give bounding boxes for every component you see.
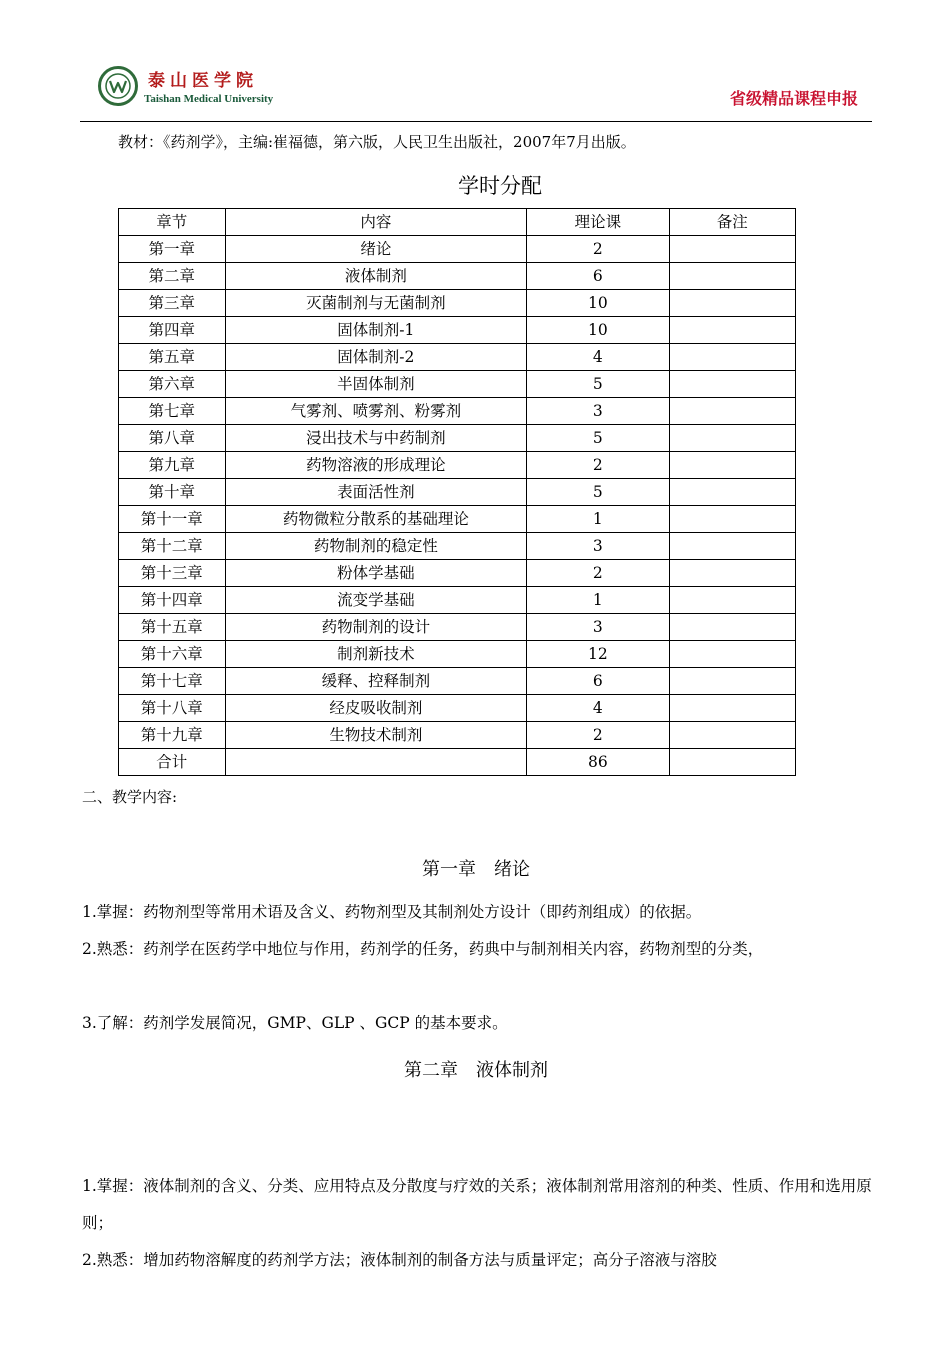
university-logo-icon	[98, 66, 138, 106]
section-heading: 二、教学内容:	[82, 788, 178, 806]
cell-content: 药物微粒分散系的基础理论	[225, 506, 527, 533]
table-row	[119, 398, 796, 425]
school-name-en: Taishan Medical University	[144, 93, 274, 105]
cell-hours: 1	[527, 587, 669, 614]
cell-content: 制剂新技术	[225, 641, 527, 668]
cell-content: 绪论	[225, 236, 527, 263]
table-row	[119, 317, 796, 344]
cell-note	[669, 695, 795, 722]
col-header-content: 内容	[225, 209, 527, 236]
cell-content	[225, 749, 527, 776]
cell-note	[669, 317, 795, 344]
cell-hours: 5	[527, 479, 669, 506]
cell-content: 表面活性剂	[225, 479, 527, 506]
cell-note	[669, 641, 795, 668]
cell-note	[669, 722, 795, 749]
schedule-table	[118, 208, 796, 776]
cell-chapter: 第一章	[119, 236, 226, 263]
cell-note	[669, 290, 795, 317]
table-row	[119, 533, 796, 560]
col-header-note: 备注	[669, 209, 795, 236]
cell-chapter: 第六章	[119, 371, 226, 398]
cell-content: 固体制剂-2	[225, 344, 527, 371]
cell-chapter: 第十五章	[119, 614, 226, 641]
cell-hours: 4	[527, 344, 669, 371]
cell-note	[669, 533, 795, 560]
cell-content: 药物制剂的稳定性	[225, 533, 527, 560]
chapter1-item-3: 3.了解：药剂学发展简况，GMP、GLP 、GCP 的基本要求。	[82, 1014, 508, 1032]
cell-note	[669, 398, 795, 425]
textbook-info: 教材：《药剂学》，主编:崔福德，第六版，人民卫生出版社，2007年7月出版。	[118, 133, 636, 151]
table-row	[119, 290, 796, 317]
table-row	[119, 452, 796, 479]
header-divider	[80, 121, 872, 122]
cell-chapter: 第二章	[119, 263, 226, 290]
cell-hours: 3	[527, 614, 669, 641]
chapter2-item-1: 1.掌握：液体制剂的含义、分类、应用特点及分散度与疗效的关系；液体制剂常用溶剂的种类、性质、作用和选用原则；	[82, 1177, 872, 1232]
cell-hours: 3	[527, 533, 669, 560]
cell-note	[669, 587, 795, 614]
cell-content: 缓释、控释制剂	[225, 668, 527, 695]
chapter1-title: 第一章 绪论	[422, 859, 530, 880]
table-row	[119, 668, 796, 695]
table-row	[119, 560, 796, 587]
cell-content: 粉体学基础	[225, 560, 527, 587]
col-header-chapter: 章节	[119, 209, 226, 236]
cell-chapter: 第四章	[119, 317, 226, 344]
application-title: 省级精品课程申报	[729, 89, 858, 108]
cell-content: 生物技术制剂	[225, 722, 527, 749]
cell-content: 浸出技术与中药制剂	[225, 425, 527, 452]
cell-content: 半固体制剂	[225, 371, 527, 398]
table-row	[119, 236, 796, 263]
table-row	[119, 749, 796, 776]
cell-chapter: 第十九章	[119, 722, 226, 749]
cell-note	[669, 668, 795, 695]
cell-hours: 2	[527, 722, 669, 749]
cell-note	[669, 371, 795, 398]
cell-hours: 6	[527, 263, 669, 290]
cell-chapter: 第十一章	[119, 506, 226, 533]
cell-hours: 5	[527, 425, 669, 452]
cell-note	[669, 263, 795, 290]
cell-hours: 2	[527, 560, 669, 587]
table-row	[119, 371, 796, 398]
cell-note	[669, 506, 795, 533]
cell-hours: 86	[527, 749, 669, 776]
cell-note	[669, 425, 795, 452]
table-row	[119, 344, 796, 371]
cell-hours: 2	[527, 452, 669, 479]
cell-hours: 2	[527, 236, 669, 263]
chapter1-item-2: 2.熟悉：药剂学在医药学中地位与作用，药剂学的任务，药典中与制剂相关内容，药物剂型的分类，	[82, 940, 764, 958]
schedule-title: 学时分配	[458, 174, 542, 198]
school-name-cn: 泰山医学院	[148, 71, 258, 91]
cell-hours: 6	[527, 668, 669, 695]
cell-chapter: 第十四章	[119, 587, 226, 614]
cell-chapter: 第三章	[119, 290, 226, 317]
chapter1-item-1: 1.掌握：药物剂型等常用术语及含义、药物剂型及其制剂处方设计（即药剂组成）的依据。	[82, 903, 702, 921]
cell-note	[669, 344, 795, 371]
cell-content: 药物制剂的设计	[225, 614, 527, 641]
cell-hours: 5	[527, 371, 669, 398]
cell-content: 液体制剂	[225, 263, 527, 290]
table-header-row	[119, 209, 796, 236]
cell-chapter: 第十章	[119, 479, 226, 506]
cell-content: 经皮吸收制剂	[225, 695, 527, 722]
table-row	[119, 479, 796, 506]
table-row	[119, 425, 796, 452]
cell-hours: 10	[527, 317, 669, 344]
cell-note	[669, 560, 795, 587]
table-row	[119, 263, 796, 290]
cell-note	[669, 614, 795, 641]
cell-hours: 12	[527, 641, 669, 668]
cell-hours: 1	[527, 506, 669, 533]
table-row	[119, 587, 796, 614]
cell-content: 药物溶液的形成理论	[225, 452, 527, 479]
cell-content: 固体制剂-1	[225, 317, 527, 344]
cell-note	[669, 236, 795, 263]
cell-hours: 3	[527, 398, 669, 425]
cell-content: 流变学基础	[225, 587, 527, 614]
cell-note	[669, 452, 795, 479]
chapter2-title: 第二章 液体制剂	[404, 1060, 548, 1081]
chapter2-item-2: 2.熟悉：增加药物溶解度的药剂学方法；液体制剂的制备方法与质量评定；高分子溶液与溶胶	[82, 1251, 717, 1269]
cell-chapter: 合计	[119, 749, 226, 776]
cell-note	[669, 749, 795, 776]
cell-chapter: 第十六章	[119, 641, 226, 668]
cell-note	[669, 479, 795, 506]
cell-content: 灭菌制剂与无菌制剂	[225, 290, 527, 317]
cell-chapter: 第八章	[119, 425, 226, 452]
cell-chapter: 第十二章	[119, 533, 226, 560]
col-header-hours: 理论课	[527, 209, 669, 236]
table-row	[119, 722, 796, 749]
cell-chapter: 第十三章	[119, 560, 226, 587]
page-header	[0, 0, 952, 122]
cell-hours: 10	[527, 290, 669, 317]
cell-content: 气雾剂、喷雾剂、粉雾剂	[225, 398, 527, 425]
table-row	[119, 695, 796, 722]
table-row	[119, 641, 796, 668]
cell-chapter: 第十七章	[119, 668, 226, 695]
cell-chapter: 第七章	[119, 398, 226, 425]
cell-chapter: 第九章	[119, 452, 226, 479]
cell-chapter: 第十八章	[119, 695, 226, 722]
cell-chapter: 第五章	[119, 344, 226, 371]
table-row	[119, 506, 796, 533]
table-row	[119, 614, 796, 641]
cell-hours: 4	[527, 695, 669, 722]
